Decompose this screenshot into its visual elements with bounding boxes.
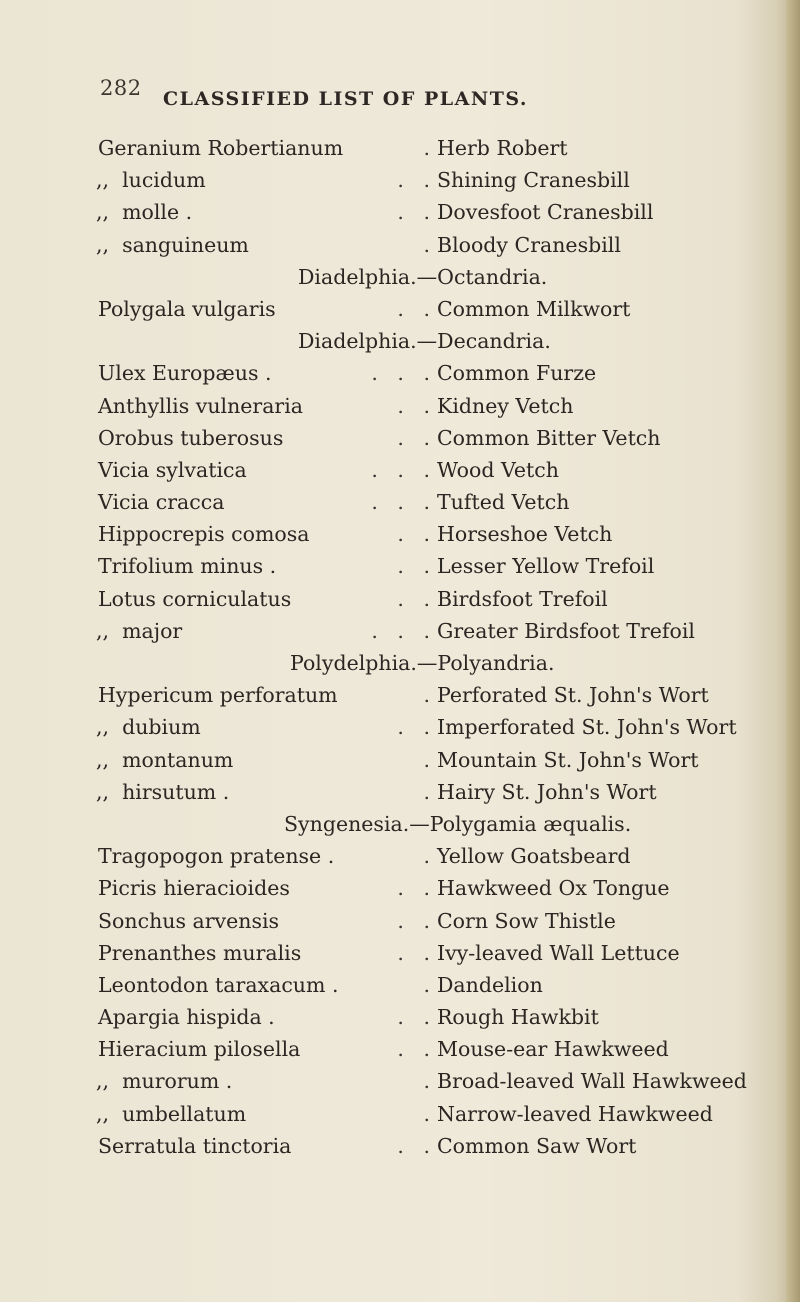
dot-leaders: . bbox=[423, 1069, 430, 1094]
section-heading bbox=[0, 808, 800, 840]
latin-name: Ulex Europæus . bbox=[98, 361, 272, 386]
latin-name: Trifolium minus . bbox=[98, 554, 277, 579]
latin-name: Anthyllis vulneraria bbox=[98, 393, 304, 418]
common-name: Kidney Vetch bbox=[437, 393, 574, 418]
common-name: Shining Cranesbill bbox=[437, 168, 630, 193]
plant-row bbox=[0, 744, 800, 776]
dot-leaders: . bbox=[423, 747, 430, 772]
latin-name: Vicia cracca bbox=[98, 490, 225, 515]
common-name: Bloody Cranesbill bbox=[437, 232, 621, 257]
latin-name: Hypericum perforatum bbox=[98, 683, 338, 708]
common-name: Imperforated St. John's Wort bbox=[437, 715, 737, 740]
latin-name: ,, murorum . bbox=[96, 1069, 233, 1094]
section-heading bbox=[0, 325, 800, 357]
plant-row bbox=[0, 1130, 800, 1162]
dot-leaders: . . bbox=[397, 1005, 430, 1030]
dot-leaders: . . bbox=[397, 1133, 430, 1158]
dot-leaders: . . bbox=[397, 393, 430, 418]
common-name: Narrow-leaved Hawkweed bbox=[437, 1101, 713, 1126]
page-number: 282 bbox=[100, 76, 142, 100]
plant-row bbox=[0, 164, 800, 196]
dot-leaders: . . . bbox=[371, 361, 430, 386]
plant-row bbox=[0, 937, 800, 969]
plant-row bbox=[0, 1033, 800, 1065]
common-name: Common Furze bbox=[437, 361, 597, 386]
section-heading bbox=[0, 647, 800, 679]
latin-name: Polygala vulgaris bbox=[98, 296, 276, 321]
dot-leaders: . bbox=[423, 972, 430, 997]
section-heading-text: Polydelphia.—Polyandria. bbox=[290, 651, 555, 675]
latin-name: ,, major bbox=[96, 618, 183, 643]
latin-name: ,, umbellatum bbox=[96, 1101, 247, 1126]
latin-name: Picris hieracioides bbox=[98, 876, 290, 901]
common-name: Corn Sow Thistle bbox=[437, 908, 616, 933]
common-name: Hawkweed Ox Tongue bbox=[437, 876, 670, 901]
common-name: Common Milkwort bbox=[437, 296, 631, 321]
latin-name: ,, hirsutum . bbox=[96, 779, 230, 804]
plant-row bbox=[0, 293, 800, 325]
plant-row bbox=[0, 132, 800, 164]
plant-row bbox=[0, 679, 800, 711]
plant-row bbox=[0, 872, 800, 904]
plant-row bbox=[0, 422, 800, 454]
dot-leaders: . bbox=[423, 1101, 430, 1126]
plant-row bbox=[0, 357, 800, 389]
dot-leaders: . . bbox=[397, 554, 430, 579]
plant-row bbox=[0, 969, 800, 1001]
common-name: Horseshoe Vetch bbox=[437, 522, 613, 547]
plant-row bbox=[0, 776, 800, 808]
common-name: Hairy St. John's Wort bbox=[437, 779, 657, 804]
common-name: Yellow Goatsbeard bbox=[437, 844, 631, 869]
common-name: Common Saw Wort bbox=[437, 1133, 637, 1158]
dot-leaders: . . bbox=[397, 425, 430, 450]
latin-name: ,, molle . bbox=[96, 200, 193, 225]
latin-name: Vicia sylvatica bbox=[98, 457, 247, 482]
latin-name: ,, dubium bbox=[96, 715, 201, 740]
latin-name: Hieracium pilosella bbox=[98, 1037, 301, 1062]
dot-leaders: . bbox=[423, 683, 430, 708]
common-name: Broad-leaved Wall Hawkweed bbox=[437, 1069, 747, 1094]
plant-row bbox=[0, 615, 800, 647]
section-heading bbox=[0, 261, 800, 293]
common-name: Wood Vetch bbox=[437, 457, 559, 482]
plant-row bbox=[0, 905, 800, 937]
dot-leaders: . . . bbox=[371, 618, 430, 643]
latin-name: Sonchus arvensis bbox=[98, 908, 280, 933]
plant-row bbox=[0, 1098, 800, 1130]
section-heading-text: Diadelphia.—Octandria. bbox=[298, 264, 548, 289]
dot-leaders: . bbox=[423, 779, 430, 804]
section-heading-text: Diadelphia.—Decandria. bbox=[298, 329, 551, 354]
common-name: Greater Birdsfoot Trefoil bbox=[437, 618, 695, 643]
dot-leaders: . . bbox=[397, 876, 430, 901]
plant-row bbox=[0, 711, 800, 743]
plant-row bbox=[0, 196, 800, 228]
common-name: Lesser Yellow Trefoil bbox=[437, 554, 655, 579]
dot-leaders: . . bbox=[397, 586, 430, 611]
dot-leaders: . . bbox=[397, 296, 430, 321]
plant-row bbox=[0, 518, 800, 550]
plant-row bbox=[0, 583, 800, 615]
latin-name: Prenanthes muralis bbox=[98, 940, 302, 965]
dot-leaders: . . bbox=[397, 168, 430, 193]
plant-row bbox=[0, 1065, 800, 1097]
latin-name: Tragopogon pratense . bbox=[98, 844, 335, 869]
common-name: Tufted Vetch bbox=[437, 490, 570, 515]
common-name: Mountain St. John's Wort bbox=[437, 747, 699, 772]
common-name: Rough Hawkbit bbox=[437, 1005, 599, 1030]
common-name: Mouse-ear Hawkweed bbox=[437, 1037, 669, 1062]
common-name: Herb Robert bbox=[437, 136, 568, 160]
common-name: Dovesfoot Cranesbill bbox=[437, 200, 654, 225]
latin-name: Geranium Robertianum bbox=[98, 136, 344, 160]
common-name: Common Bitter Vetch bbox=[437, 425, 661, 450]
plant-row bbox=[0, 550, 800, 582]
plant-row bbox=[0, 229, 800, 261]
common-name: Perforated St. John's Wort bbox=[437, 683, 709, 708]
plant-row bbox=[0, 840, 800, 872]
running-title: CLASSIFIED LIST OF PLANTS. bbox=[163, 88, 529, 110]
latin-name: ,, sanguineum bbox=[96, 232, 249, 257]
latin-name: Apargia hispida . bbox=[98, 1005, 275, 1030]
dot-leaders: . . bbox=[397, 200, 430, 225]
plant-row bbox=[0, 486, 800, 518]
dot-leaders: . bbox=[423, 136, 430, 160]
plant-list bbox=[0, 132, 800, 1162]
dot-leaders: . . bbox=[397, 1037, 430, 1062]
dot-leaders: . . bbox=[397, 715, 430, 740]
dot-leaders: . . bbox=[397, 522, 430, 547]
latin-name: Hippocrepis comosa bbox=[98, 522, 310, 547]
section-heading-text: Syngenesia.—Polygamia æqualis. bbox=[284, 811, 632, 836]
common-name: Birdsfoot Trefoil bbox=[437, 586, 608, 611]
dot-leaders: . . . bbox=[371, 457, 430, 482]
plant-row bbox=[0, 390, 800, 422]
dot-leaders: . bbox=[423, 232, 430, 257]
common-name: Dandelion bbox=[437, 972, 543, 997]
latin-name: Leontodon taraxacum . bbox=[98, 972, 339, 997]
plant-row bbox=[0, 454, 800, 486]
latin-name: Orobus tuberosus bbox=[98, 425, 284, 450]
latin-name: ,, lucidum bbox=[96, 168, 206, 193]
dot-leaders: . . . bbox=[371, 490, 430, 515]
latin-name: ,, montanum bbox=[96, 747, 234, 772]
common-name: Ivy-leaved Wall Lettuce bbox=[437, 940, 680, 965]
dot-leaders: . . bbox=[397, 908, 430, 933]
latin-name: Lotus corniculatus bbox=[98, 586, 292, 611]
dot-leaders: . bbox=[423, 844, 430, 869]
latin-name: Serratula tinctoria bbox=[98, 1133, 292, 1158]
dot-leaders: . . bbox=[397, 940, 430, 965]
plant-row bbox=[0, 1001, 800, 1033]
